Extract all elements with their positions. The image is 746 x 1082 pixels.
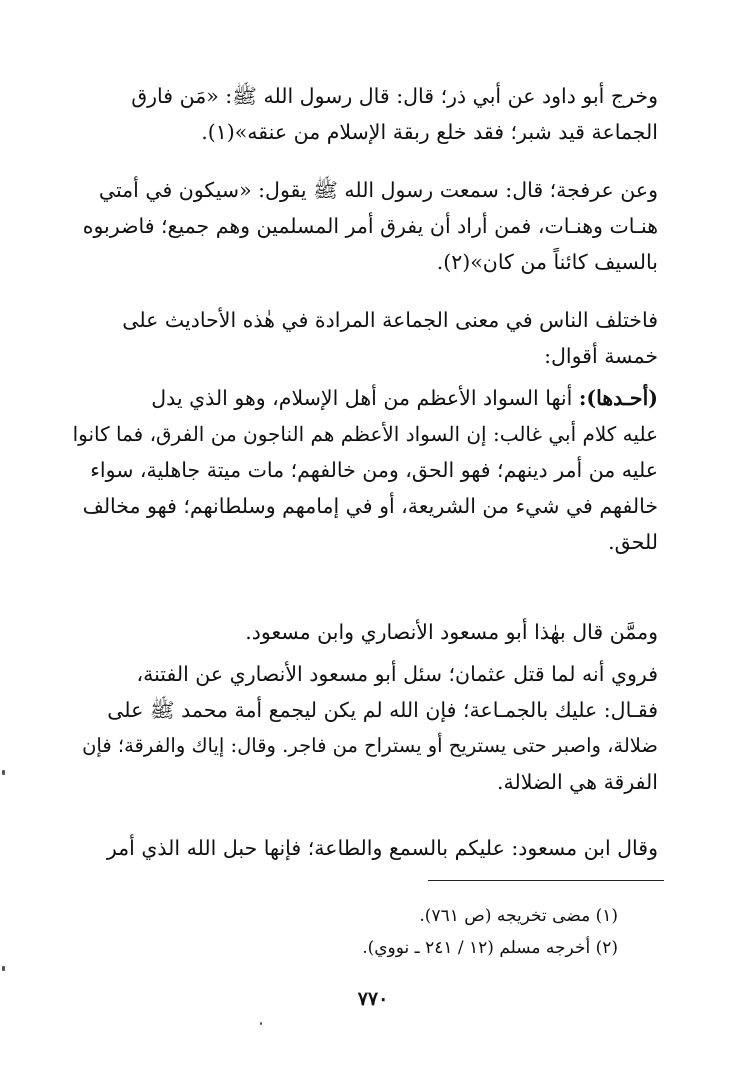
paragraph-5 [73,614,658,650]
text-line [73,380,658,416]
paragraph-7 [73,830,658,866]
text-line: فروي أنه لما قتل عثمان؛ سئل أبو مسعود الأنصاري عن الفتنة، [136,662,658,686]
text-line: فاختلف الناس في معنى الجماعة المرادة في هٰذه الأحاديث على [122,308,658,332]
paragraph-4 [73,380,658,560]
text-line: فقـال: عليك بالجمـاعة؛ فإن الله لم يكن ليجمع أمة محمد ﷺ على [107,698,658,722]
text-line: خمسة أقوال: [544,344,658,368]
text-line: وخرج أبو داود عن أبي ذر؛ قال: قال رسول الله ﷺ: «مَن فارق [131,84,658,108]
text-line: هنـات وهنـات، فمن أراد أن يفرق أمر المسلمين وهم جميع؛ فاضربوه [82,214,658,238]
text-line: عليه كلام أبي غالب: إن السواد الأعظم هم الناجون من الفرق، فما كانوا [72,422,658,446]
paragraph-2 [73,172,658,280]
paragraph-1 [73,78,658,150]
text-line: ضلالة، واصبر حتى يستريح أو يستراح من فاجر. وقال: إياك والفرقة؛ فإن [82,734,658,757]
footnote-divider [428,880,664,881]
text-line-rest: أنها السواد الأعظم من أهل الإسلام، وهو الذي يدل [151,386,579,410]
footnote-2: (٢) أخرجه مسلم (١٢ / ٢٤١ ـ نووي). [362,938,618,958]
text-line: بالسيف كائناً من كان»(٢). [436,250,658,274]
footnotes [238,900,618,964]
text-line: الجماعة قيد شبر؛ فقد خلع ربقة الإسلام من عنقه»(١). [201,120,658,144]
text-line: عليه من أمر دينهم؛ فهو الحق، ومن خالفهم؛ مات ميتة جاهلية، سواء [90,458,658,482]
text-line: وممَّن قال بهٰذا أبو مسعود الأنصاري وابن مسعود. [245,620,658,644]
scan-speck [2,966,5,971]
page-number: ٧٧٠ [357,988,389,1010]
lead-term: (أحـدها): [578,386,658,410]
text-line: وقال ابن مسعود: عليكم بالسمع والطاعة؛ فإنها حبل الله الذي أمر [106,836,658,860]
footnote-1: (١) مضى تخريجه (ص ٧٦١). [419,906,618,926]
text-line: وعن عرفجة؛ قال: سمعت رسول الله ﷺ يقول: «سيكون في أمتي [98,178,658,202]
text-line: الفرقة هي الضلالة. [496,770,658,794]
text-line: للحق. [608,530,658,554]
text-line: خالفهم في شيء من الشريعة، أو في إمامهم وسلطانهم؛ فهو مخالف [82,494,658,518]
paragraph-3 [73,302,658,374]
scan-speck [2,770,5,775]
scan-speck [260,1022,262,1025]
paragraph-6 [73,656,658,800]
